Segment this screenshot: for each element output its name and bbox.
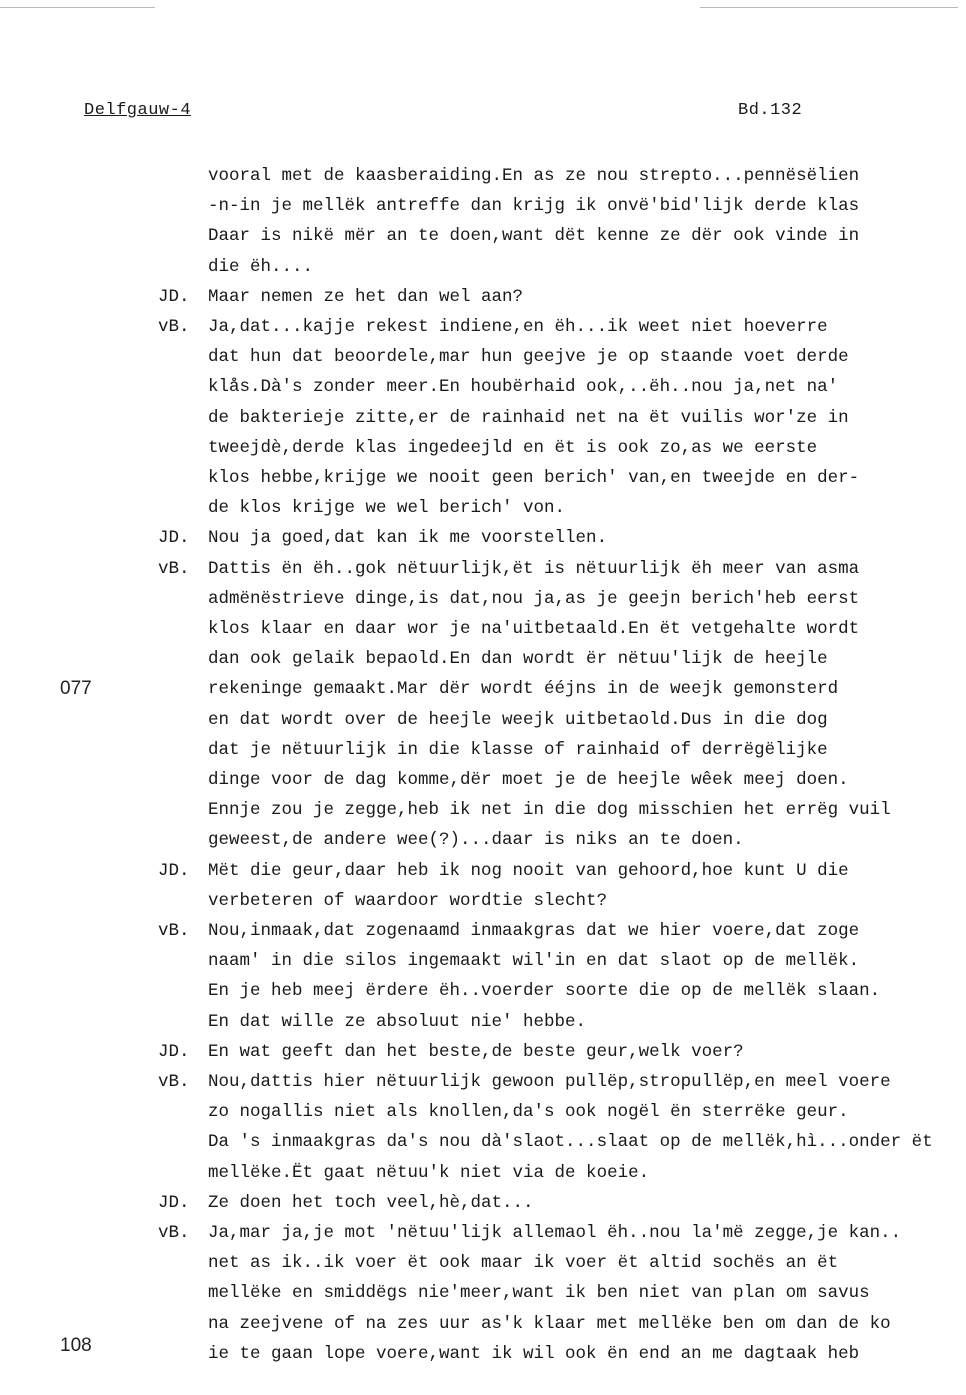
- transcript-line: [0, 1248, 966, 1278]
- transcript-text: de klos krijge we wel berich' von.: [208, 498, 566, 519]
- transcript-line: [0, 916, 966, 946]
- transcript-line: [0, 614, 966, 644]
- transcript-text: ie te gaan lope voere,want ik wil ook ën end an me dagtaak heb: [208, 1343, 860, 1364]
- speaker-label: vB.: [158, 921, 190, 941]
- transcript-line: [0, 372, 966, 402]
- transcript-line: [0, 1097, 966, 1127]
- transcript-text: mellëke.Ët gaat nëtuu'k niet via de koeie.: [208, 1162, 650, 1183]
- transcript-text: Nou,dattis hier nëtuurlijk gewoon pullëp,stropullëp,en meel voere: [208, 1072, 891, 1092]
- transcript-line: [0, 282, 966, 312]
- transcript-line: [0, 644, 966, 674]
- transcript-text: klås.Dà's zonder meer.En houbërhaid ook,..ëh..nou ja,net na': [208, 377, 839, 398]
- transcript-text: dat je nëtuurlijk in die klasse of rainhaid of derrëgëlijke: [208, 739, 828, 760]
- transcript-line: [0, 523, 966, 553]
- transcript-line: [0, 554, 966, 584]
- margin-number-108: 108: [60, 1335, 92, 1356]
- speaker-label: vB.: [158, 1223, 190, 1243]
- transcript-line: [0, 1339, 966, 1369]
- transcript-line: [0, 221, 966, 251]
- transcript-line: [0, 1188, 966, 1218]
- transcript-text: Nou,inmaak,dat zogenaamd inmaakgras dat we hier voere,dat zoge: [208, 921, 860, 941]
- transcript-line: [0, 312, 966, 342]
- transcript-line: [0, 403, 966, 433]
- transcript-text: vooral met de kaasberaiding.En as ze nou strepto...pennësëlien: [208, 166, 860, 186]
- transcript-line: [0, 433, 966, 463]
- transcript-text: Ennje zou je zegge,heb ik net in die dog misschien het errëg vuil: [208, 800, 891, 821]
- transcript-line: [0, 825, 966, 855]
- speaker-label: vB.: [158, 558, 190, 579]
- page-header-number: Bd.132: [738, 101, 803, 120]
- transcript-text: net as ik..ik voer ët ook maar ik voer ët altid sochës an ët: [208, 1253, 839, 1274]
- transcript-text: die ëh....: [208, 256, 314, 277]
- transcript-text: Da 's inmaakgras da's nou dà'slaot...slaat op de mellëk,hì...onder ët: [208, 1132, 933, 1153]
- transcript-text: verbeteren of waardoor wordtie slecht?: [208, 890, 608, 911]
- transcript-line: [0, 1278, 966, 1308]
- transcript-text: Maar nemen ze het dan wel aan?: [208, 286, 524, 307]
- speaker-label: JD.: [158, 528, 190, 549]
- transcript-line: [0, 795, 966, 825]
- transcript-text: En wat geeft dan het beste,de beste geur,welk voer?: [208, 1041, 744, 1062]
- transcript-text: dinge voor de dag komme,dër moet je de heejle wêek meej doen.: [208, 770, 849, 790]
- transcript-line: [0, 946, 966, 976]
- transcript-line: [0, 886, 966, 916]
- transcript-line: [0, 1309, 966, 1339]
- transcript-text: geweest,de andere wee(?)...daar is niks an te doen.: [208, 830, 744, 851]
- transcript-text: Daar is nikë mër an te doen,want dët kenne ze dër ook vinde in: [208, 226, 860, 247]
- transcript-text: klos hebbe,krijge we nooit geen berich' van,en tweejde en der-: [208, 468, 860, 488]
- page-header-title: Delfgauw-4: [84, 101, 192, 120]
- transcript-line: [0, 252, 966, 282]
- transcript-text: tweejdè,derde klas ingedeejld en ët is ook zo,as we eerste: [208, 437, 818, 458]
- transcript-text: naam' in die silos ingemaakt wil'in en dat slaot op de mellëk.: [208, 951, 860, 972]
- transcript-text: -n-in je mellëk antreffe dan krijg ik onvë'bid'lijk derde klas: [208, 196, 860, 217]
- transcript-text: Nou ja goed,dat kan ik me voorstellen.: [208, 528, 608, 549]
- transcript-text: en dat wordt over de heejle weejk uitbetaold.Dus in die dog: [208, 709, 828, 730]
- transcript-text: zo nogallis niet als knollen,da's ook nogël ën sterrëke geur.: [208, 1102, 849, 1123]
- transcript-line: [0, 705, 966, 735]
- transcript-line: [0, 584, 966, 614]
- transcript-text: rekeninge gemaakt.Mar dër wordt ééjns in de weejk gemonsterd: [208, 679, 839, 700]
- transcript-text: de bakterieje zitte,er de rainhaid net na ët vuilis wor'ze in: [208, 407, 849, 428]
- transcript-text: mellëke en smiddëgs nie'meer,want ik ben niet van plan om savus: [208, 1283, 870, 1304]
- transcript-text: dat hun dat beoordele,mar hun geejve je op staande voet derde: [208, 347, 849, 368]
- transcript-line: [0, 735, 966, 765]
- speaker-label: JD.: [158, 286, 190, 307]
- transcript-line: [0, 765, 966, 795]
- transcript-line: [0, 1218, 966, 1248]
- transcript-line: [0, 674, 966, 704]
- transcript-text: Ze doen het toch veel,hè,dat...: [208, 1192, 534, 1213]
- transcript-text: Dattis ën ëh..gok nëtuurlijk,ët is nëtuurlijk ëh meer van asma: [208, 558, 860, 579]
- transcript-text: na zeejvene of na zes uur as'k klaar met mellëke ben om dan de ko: [208, 1313, 891, 1334]
- transcript-line: [0, 1037, 966, 1067]
- transcript-line: [0, 463, 966, 493]
- transcript-text: Mët die geur,daar heb ik nog nooit van gehoord,hoe kunt U die: [208, 860, 849, 881]
- transcript-text: En je heb meej ërdere ëh..voerder soorte die op de mellëk slaan.: [208, 981, 881, 1002]
- transcript-text: klos klaar en daar wor je na'uitbetaald.En ët vetgehalte wordt: [208, 619, 860, 639]
- transcript-line: [0, 1067, 966, 1097]
- transcript-text: dan ook gelaik bepaold.En dan wordt ër nëtuu'lijk de heejle: [208, 649, 828, 670]
- transcript-text: admënëstrieve dinge,is dat,nou ja,as je geejn berich'heb eerst: [208, 588, 860, 609]
- speaker-label: JD.: [158, 860, 190, 881]
- transcript-text: Ja,dat...kajje rekest indiene,en ëh...ik weet niet hoeverre: [208, 317, 828, 337]
- transcript-line: [0, 1158, 966, 1188]
- top-rule-right: [700, 7, 958, 8]
- transcript-text: En dat wille ze absoluut nie' hebbe.: [208, 1011, 587, 1032]
- transcript-line: [0, 856, 966, 886]
- transcript-text: Ja,mar ja,je mot 'nëtuu'lijk allemaol ëh..nou la'më zegge,je kan..: [208, 1223, 902, 1243]
- transcript-line: [0, 161, 966, 191]
- transcript-line: [0, 1007, 966, 1037]
- margin-number-077: 077: [60, 678, 92, 699]
- transcript-line: [0, 342, 966, 372]
- speaker-label: vB.: [158, 1072, 190, 1092]
- transcript-line: [0, 1127, 966, 1157]
- transcript-line: [0, 191, 966, 221]
- transcript-line: [0, 493, 966, 523]
- speaker-label: JD.: [158, 1192, 190, 1213]
- speaker-label: JD.: [158, 1041, 190, 1062]
- speaker-label: vB.: [158, 317, 190, 337]
- transcript-line: [0, 976, 966, 1006]
- top-rule-left: [0, 7, 155, 8]
